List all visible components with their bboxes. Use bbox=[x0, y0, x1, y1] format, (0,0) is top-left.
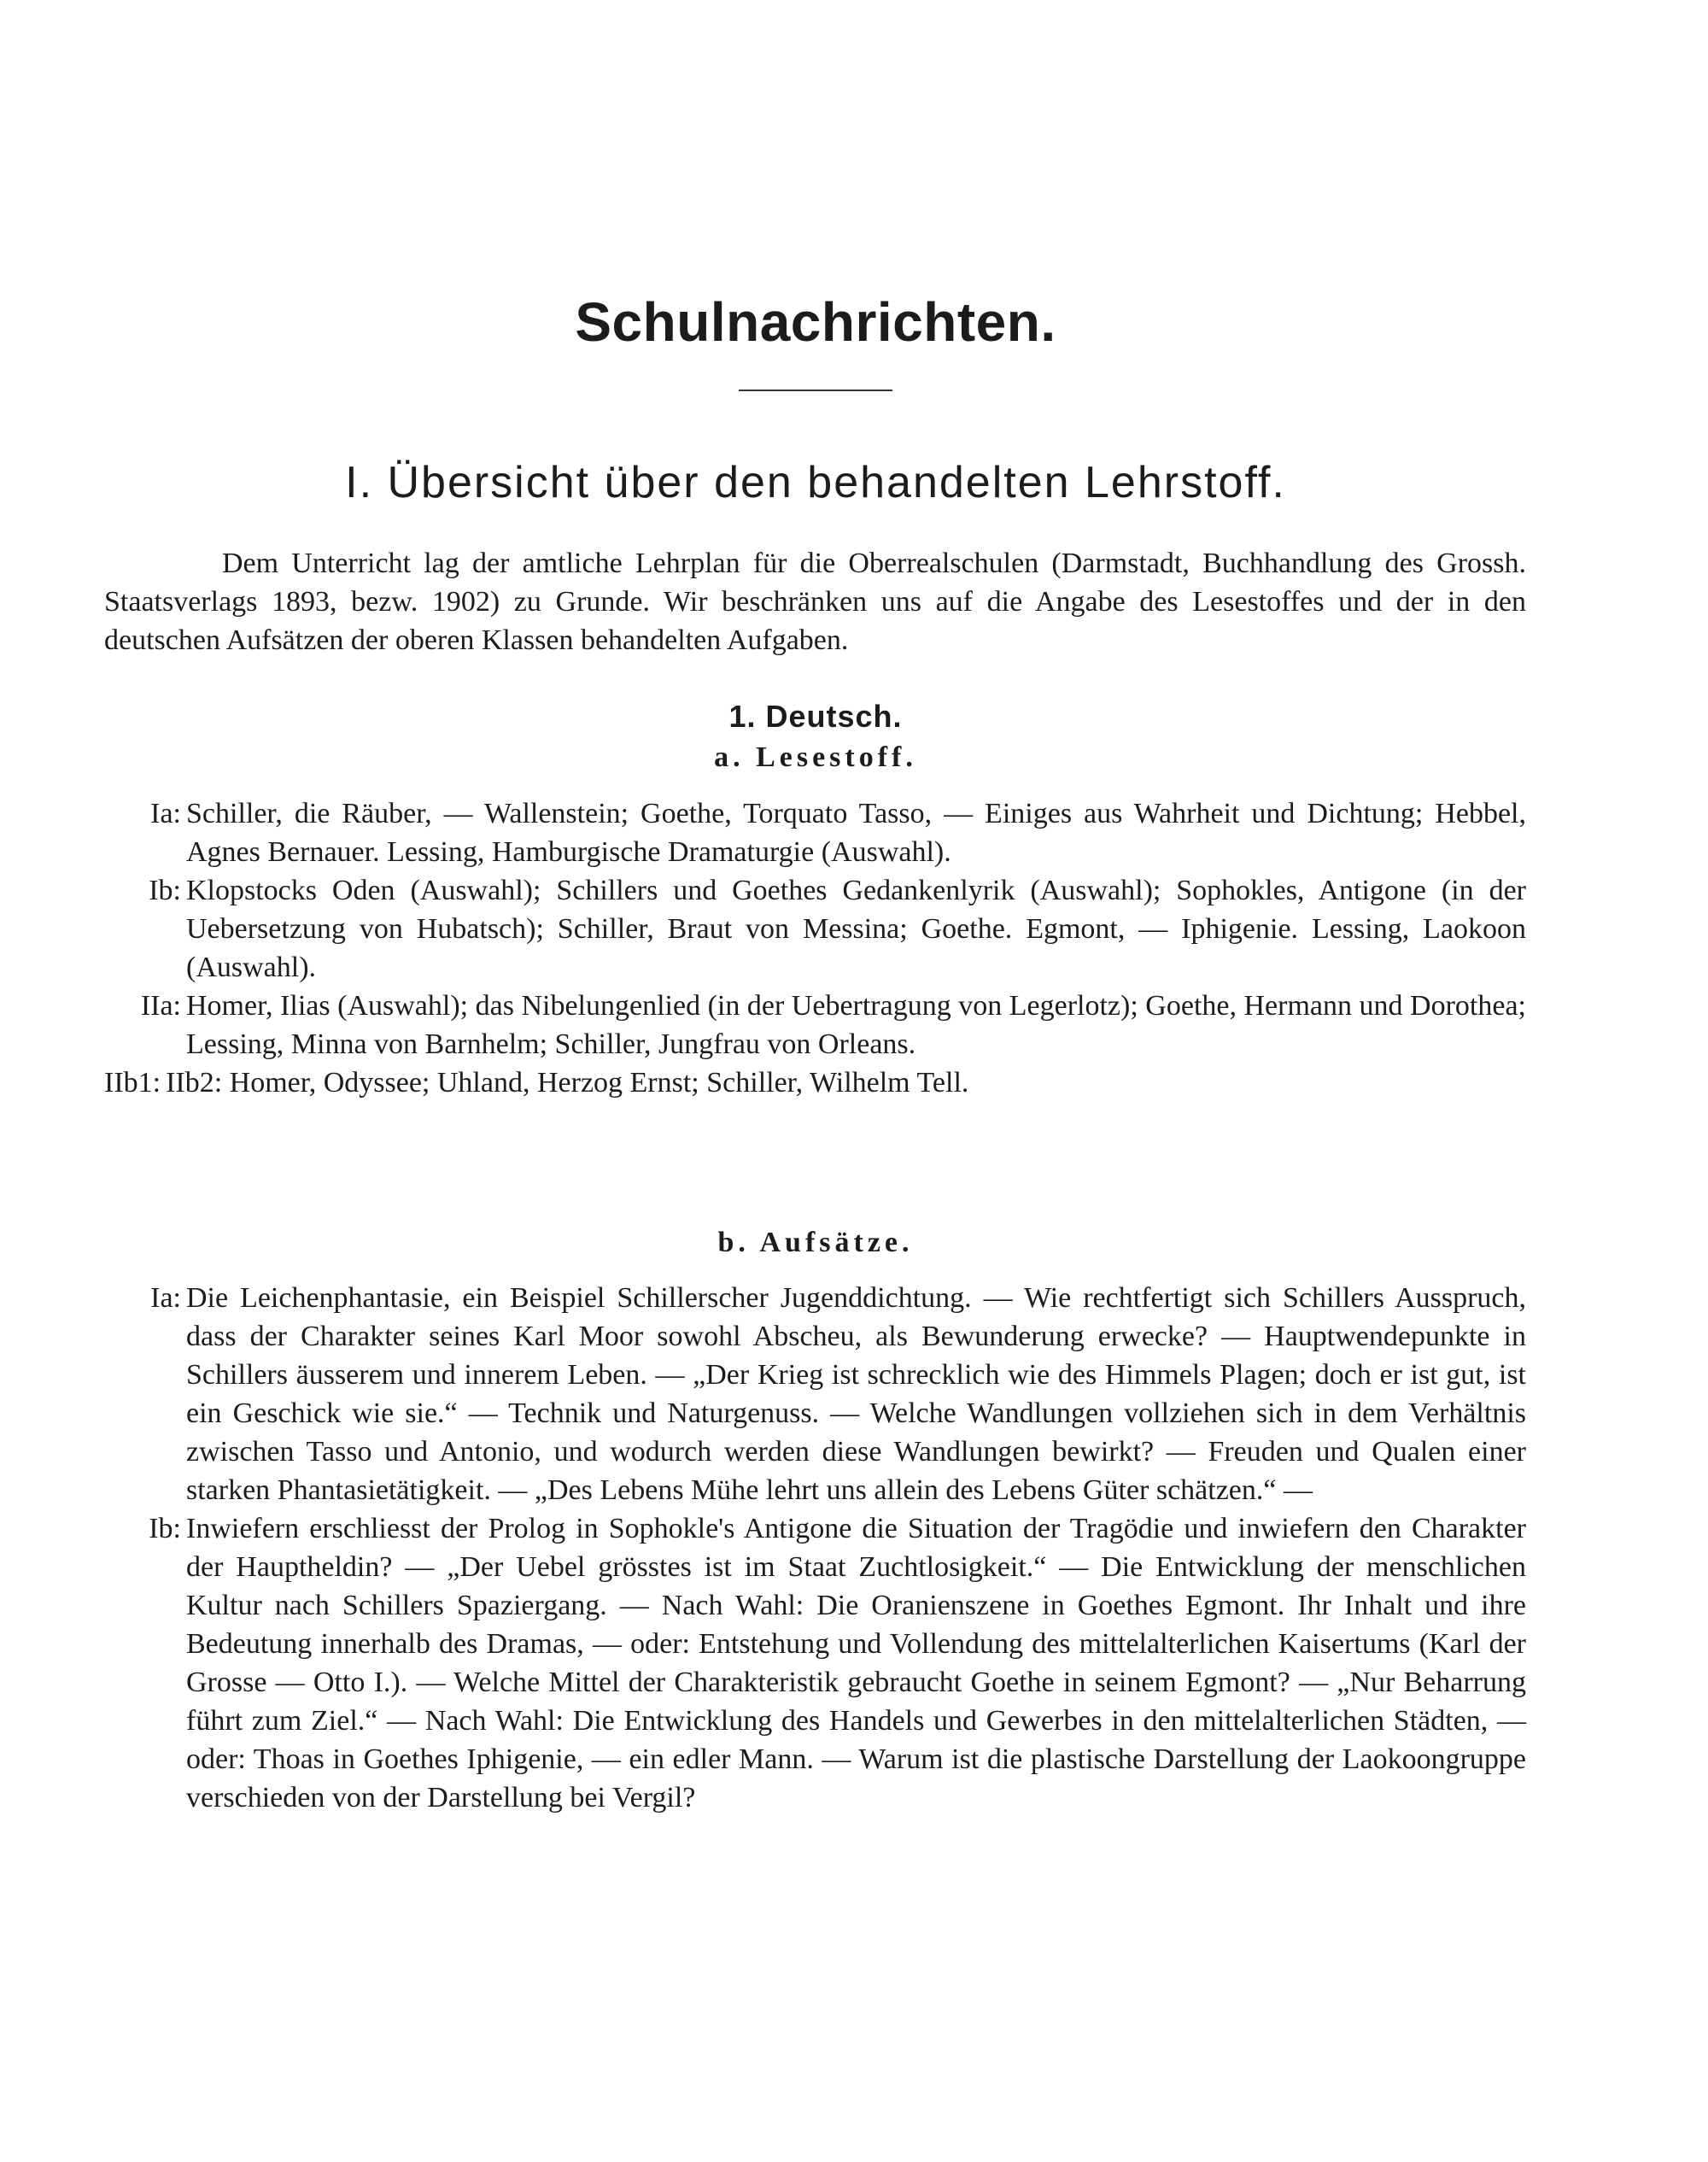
entry-text: Homer, Ilias (Auswahl); das Nibelungenlied (in der Uebertragung von Legerlotz); Goethe, Hermann und Dorothea; Lessing, Minna von Barnhelm; Schiller, Jungfrau von Orleans. bbox=[186, 990, 1526, 1060]
intro-paragraph bbox=[104, 544, 1526, 659]
class-label: IIb1: bbox=[104, 1067, 161, 1099]
entry-text: Klopstocks Oden (Auswahl); Schillers und Goethes Gedankenlyrik (Auswahl); Sophokles, Antigone (in der Uebersetzung von Hubatsch); Schiller, Braut von Messina; Goethe. Egmont, — Iphigenie. Lessing, Laokoon (Auswahl). bbox=[186, 875, 1526, 983]
aufsaetze-heading: b. Aufsätze. bbox=[717, 1227, 914, 1258]
class-label: Ia: bbox=[150, 798, 181, 829]
class-label: Ib: bbox=[149, 1513, 181, 1544]
intro-text: Dem Unterricht lag der amtliche Lehrplan für die Oberrealschulen (Darmstadt, Buchhandlung des Grossh. Staatsverlags 1893, bezw. 1902) zu Grunde. Wir beschränken uns auf die Angabe des Lesestoffes und der in den deutschen Aufsätzen der oberen Klassen behandelten Aufgaben. bbox=[104, 548, 1526, 656]
entry-text: Inwiefern erschliesst der Prolog in Sophokle's Antigone die Situation der Tragödie und inwiefern den Charakter der Hauptheldin? — „Der Uebel grösstes ist im Staat Zuchtlosigkeit.“ — Die Entwicklung der menschlichen Kultur nach Schillers Spaziergang. — Nach Wahl: Die Oranienszene in Goethes Egmont. Ihr Inhalt und ihre Bedeutung innerhalb des Dramas, — oder: Entstehung und Vollendung des mittelalterlichen Kaisertums (Karl der Grosse — Otto I.). — Welche Mittel der Charakteristik gebraucht Goethe in seinem Egmont? — „Nur Beharrung führt zum Ziel.“ — Nach Wahl: Die Entwicklung des Handels und Gewerbes in den mittelalterlichen Städten, — oder: Thoas in Goethes Iphigenie, — ein edler Mann. — Warum ist die plastische Darstellung der Laokoongruppe verschieden von der Darstellung bei Vergil? bbox=[186, 1513, 1526, 1813]
subject-heading: 1. Deutsch. bbox=[728, 699, 903, 734]
lesestoff-heading: a. Lesestoff. bbox=[714, 741, 917, 773]
section-heading: I. Übersicht über den behandelten Lehrstoff. bbox=[345, 458, 1286, 507]
list-item bbox=[104, 794, 1526, 871]
entry-text: Schiller, die Räuber, — Wallenstein; Goethe, Torquato Tasso, — Einiges aus Wahrheit und Dichtung; Hebbel, Agnes Bernauer. Lessing, Hamburgische Dramaturgie (Auswahl). bbox=[186, 798, 1526, 868]
entry-text: Die Leichenphantasie, ein Beispiel Schillerscher Jugenddichtung. — Wie rechtfertigt sich Schillers Ausspruch, dass der Charakter seines Karl Moor sowohl Abscheu, als Bewunderung erwecke? — Hauptwendepunkte in Schillers äusserem und innerem Leben. — „Der Krieg ist schrecklich wie des Himmels Plagen; doch er ist gut, ist ein Geschick wie sie.“ — Technik und Naturgenuss. — Welche Wandlungen vollziehen sich in dem Verhältnis zwischen Tasso und Antonio, und wodurch werden diese Wandlungen bewirkt? — Freuden und Qualen einer starken Phantasietätigkeit. — „Des Lebens Mühe lehrt uns allein des Lebens Güter schätzen.“ — bbox=[186, 1282, 1526, 1506]
page-title: Schulnachrichten. bbox=[575, 291, 1056, 353]
aufsaetze-list bbox=[104, 1279, 1526, 1817]
entry-text: IIb2: Homer, Odyssee; Uhland, Herzog Ernst; Schiller, Wilhelm Tell. bbox=[166, 1067, 969, 1099]
title-divider bbox=[739, 390, 892, 391]
class-label: Ib: bbox=[149, 875, 181, 906]
list-item bbox=[104, 1509, 1526, 1817]
lesestoff-list bbox=[104, 794, 1526, 1102]
list-item bbox=[104, 1279, 1526, 1509]
list-item bbox=[104, 987, 1526, 1063]
class-label: Ia: bbox=[150, 1282, 181, 1314]
list-item bbox=[104, 1063, 1526, 1102]
class-label: IIa: bbox=[140, 990, 181, 1022]
list-item bbox=[104, 871, 1526, 987]
